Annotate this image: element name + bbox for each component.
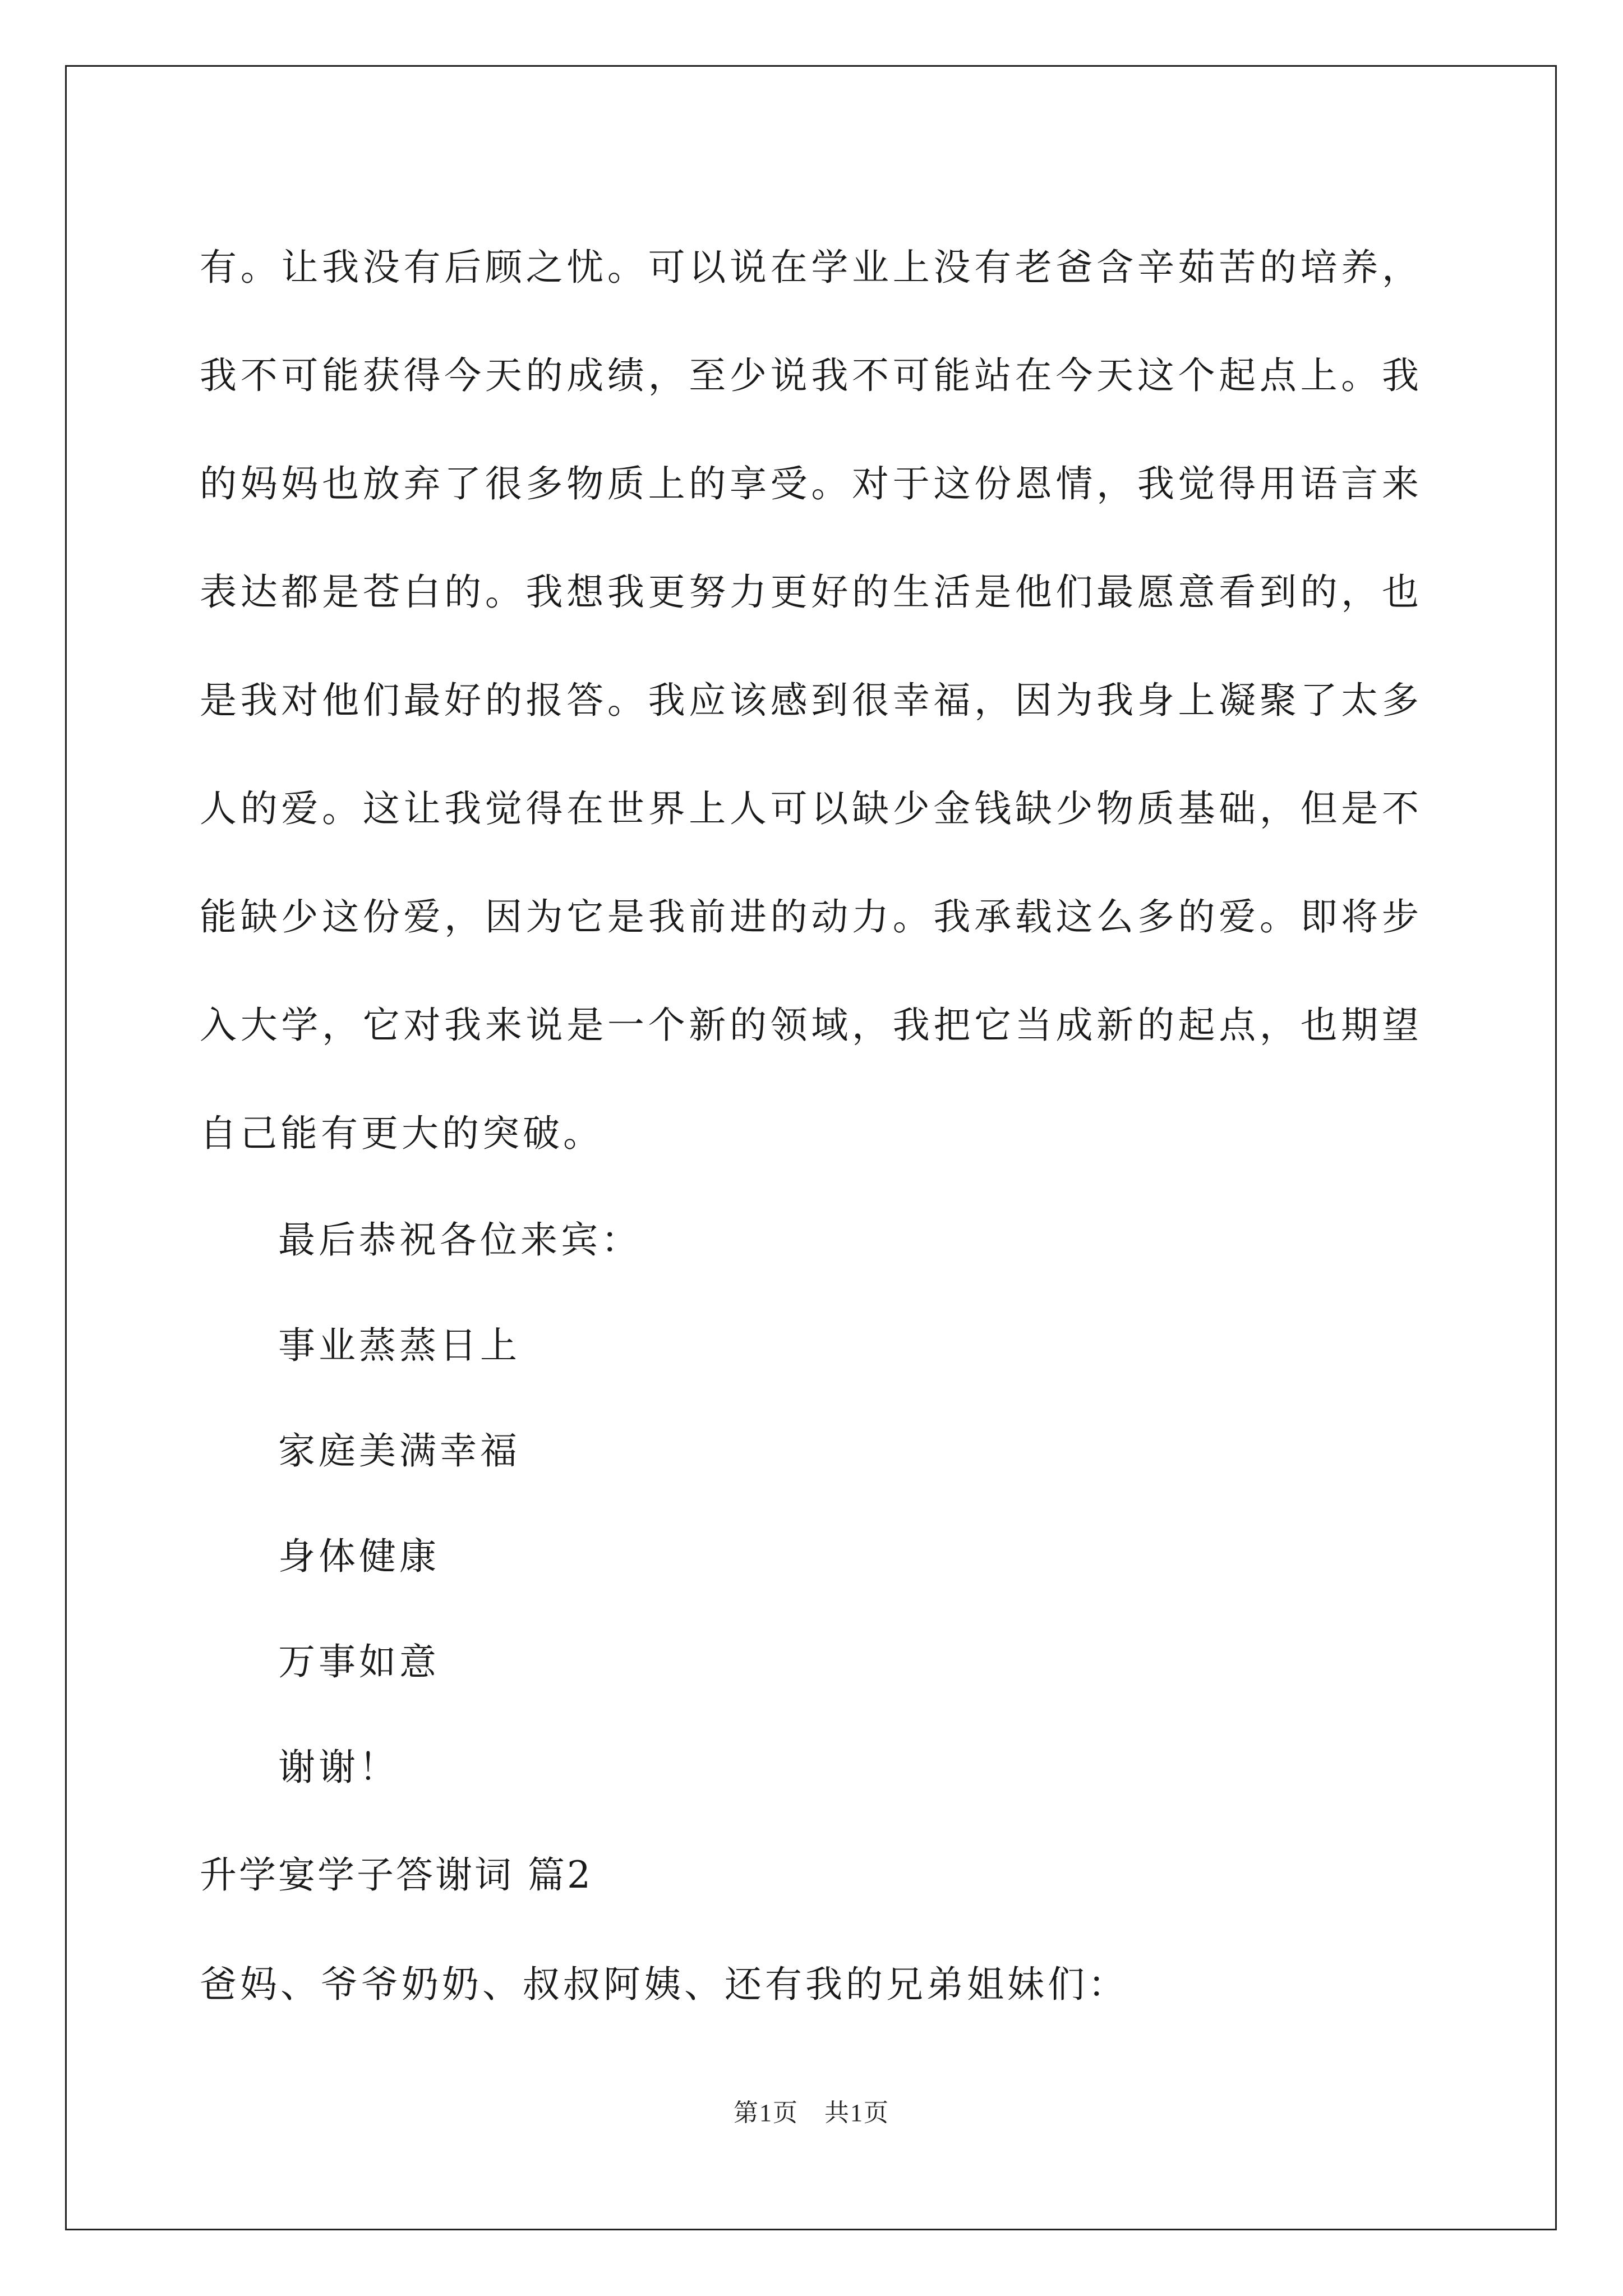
closing-thanks: 谢谢！ — [278, 1746, 399, 1789]
closing-intro: 最后恭祝各位来宾： — [278, 1218, 642, 1262]
paragraph-line: 我不可能获得今天的成绩，至少说我不可能站在今天这个起点上。我 — [200, 354, 1422, 397]
closing-wish: 万事如意 — [278, 1640, 440, 1683]
paragraph-line: 人的爱。这让我觉得在世界上人可以缺少金钱缺少物质基础，但是不 — [200, 787, 1422, 830]
closing-wish: 事业蒸蒸日上 — [278, 1324, 520, 1367]
document-body — [200, 213, 1422, 2039]
paragraph-line: 有。让我没有后顾之忧。可以说在学业上没有老爸含辛茹苦的培养， — [200, 246, 1422, 289]
section-heading: 升学宴学子答谢词 篇2 — [200, 1853, 593, 1897]
paragraph-line: 入大学，它对我来说是一个新的领域，我把它当成新的起点，也期望 — [200, 1004, 1422, 1047]
page-number-footer: 第1页 共1页 — [734, 2099, 889, 2127]
paragraph-line: 能缺少这份爱，因为它是我前进的动力。我承载这么多的爱。即将步 — [200, 895, 1422, 938]
salutation-line: 爸妈、爷爷奶奶、叔叔阿姨、还有我的兄弟姐妹们： — [200, 1963, 1128, 2006]
closing-wish: 身体健康 — [278, 1535, 440, 1578]
paragraph-line: 自己能有更大的突破。 — [200, 1112, 603, 1155]
closing-wish: 家庭美满幸福 — [278, 1429, 520, 1473]
body-paragraph — [200, 213, 1422, 1188]
paragraph-line: 的妈妈也放弃了很多物质上的享受。对于这份恩情，我觉得用语言来 — [200, 462, 1422, 505]
paragraph-line: 表达都是苍白的。我想我更努力更好的生活是他们最愿意看到的，也 — [200, 570, 1422, 614]
paragraph-line: 是我对他们最好的报答。我应该感到很幸福，因为我身上凝聚了太多 — [200, 679, 1422, 722]
